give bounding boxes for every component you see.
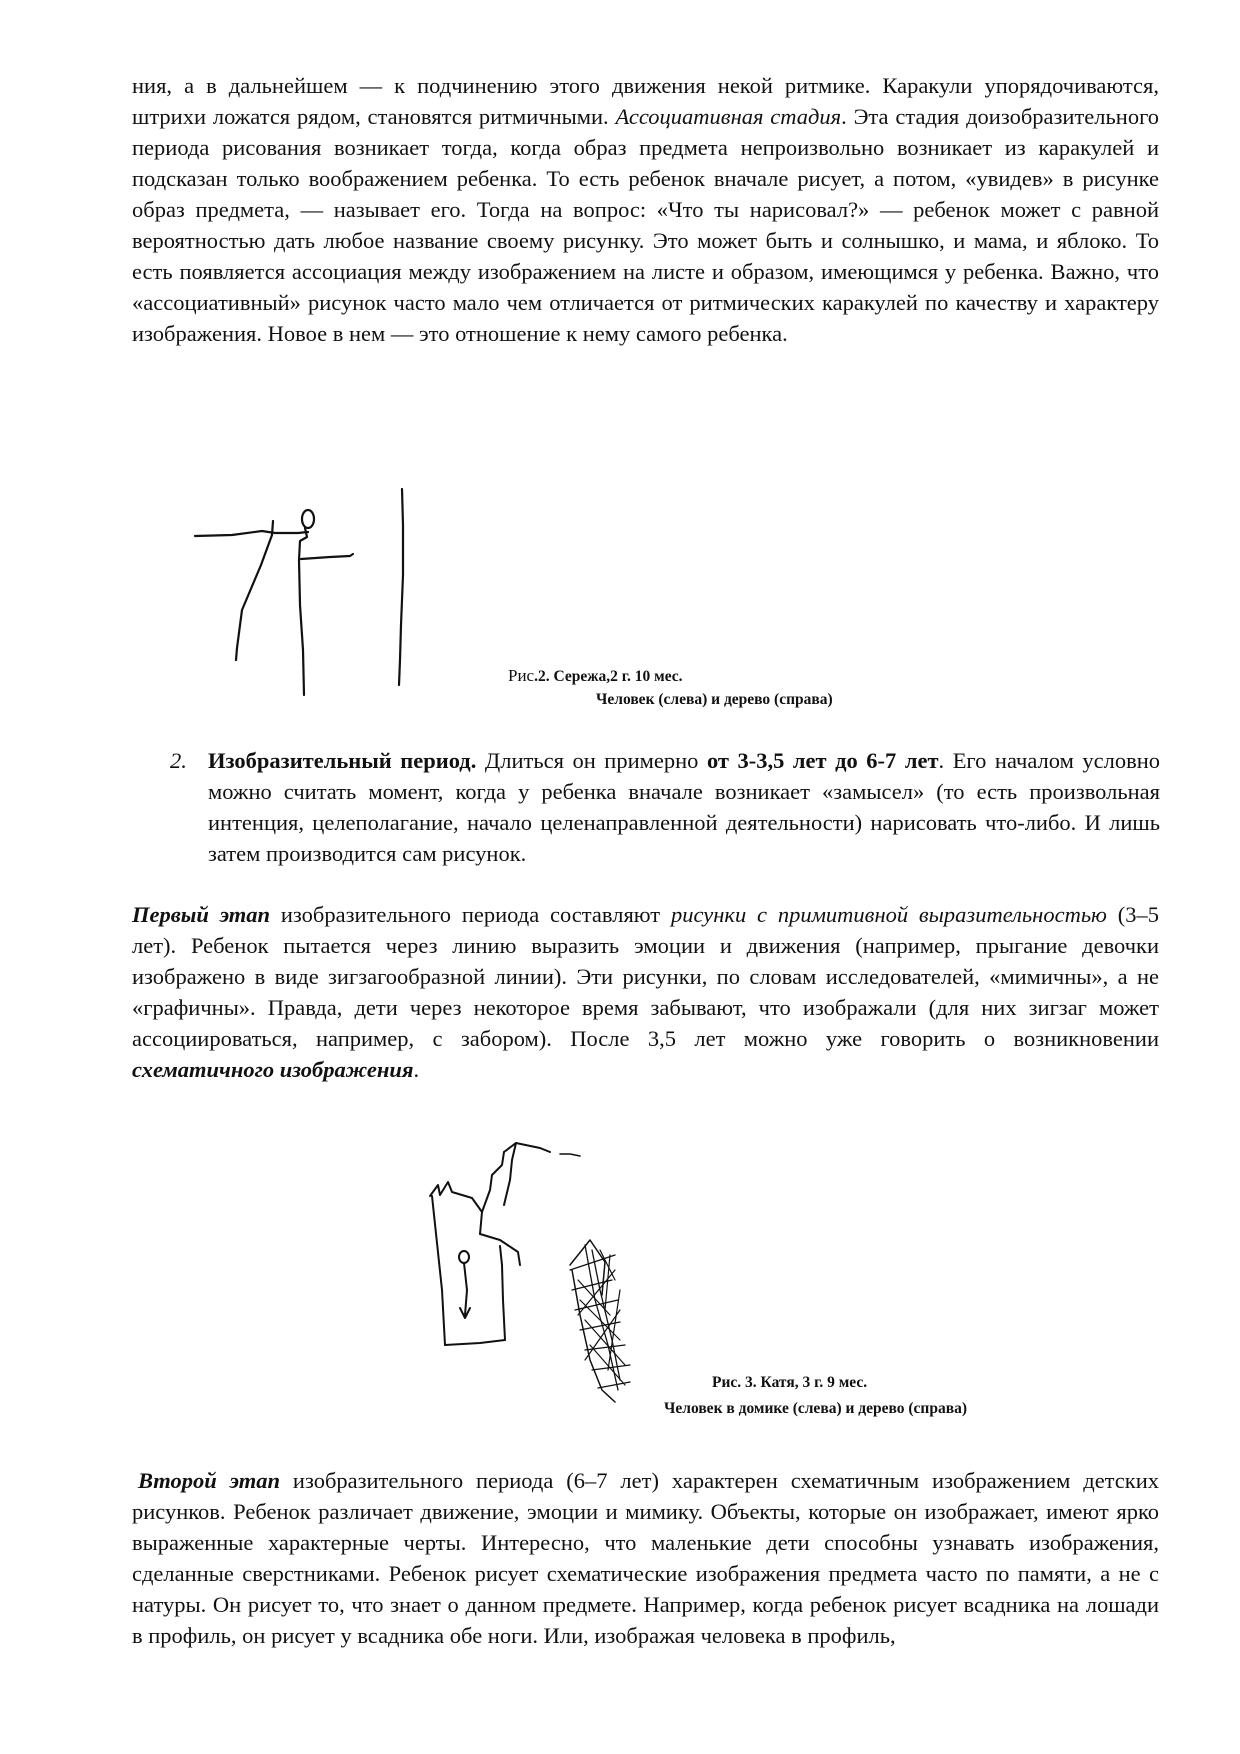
term-first-stage: Первый этап xyxy=(132,902,271,927)
term-second-stage: Второй этап xyxy=(138,1468,280,1493)
term-schematic-image: схематичного изображения xyxy=(132,1057,414,1082)
figure-3-caption-line-2: Человек в домике (слева) и дерево (справа) xyxy=(664,1400,968,1417)
term-associative-stage: Ассоциативная стадия xyxy=(615,104,842,129)
figure-2-caption-line-1: Рис.2. Сережа,2 г. 10 мес. xyxy=(508,666,683,685)
paragraph-text: . Эта стадия доизобразительного периода рисования возникает тогда, когда образ предмета непроизвольно возникает из каракулей и подсказан только воображением ребенка. То есть ребенок вначале рисует, а потом, «увидев» в рисунке образ предмета, — называет его. Тогда на вопрос: «Что ты нарисовал?» — ребенок может с равной вероятностью дать любое название своему рисунку. Это может быть и солнышко, и мама, и яблоко. То есть появляется ассоциация между изображением на листе и образом, имеющимся у ребенка. Важно, что «ассоциативный» рисунок часто мало чем отличается от ритмических каракулей по качеству и характеру изображения. Новое в нем — это отношение к нему самого ребенка. xyxy=(132,104,1159,346)
paragraph-associative-stage xyxy=(132,70,1159,349)
figure-3-drawing xyxy=(420,1140,660,1405)
figure-3-caption-line-1: Рис. 3. Катя, 3 г. 9 мес. xyxy=(712,1374,868,1391)
paragraph-text: ния, а в дальнейшем — к подчинению этого движения некой ритмике. Каракули упорядочиваются, штрихи ложатся рядом, становятся ритмичными. xyxy=(132,73,1159,129)
figure-2-caption-line-2: Человек (слева) и дерево (справа) xyxy=(596,691,833,708)
paragraph-second-stage: Второй этап изобразительного периода (6–7 лет) характерен схематичным изображением детских рисунков. Ребенок различает движение, эмоции и мимику. Объекты, которые он изображает, имеют ярко выраженные характерные черты. Интересно, что маленькие дети способны узнавать изображения, сделанные сверстниками. Ребенок рисует схематические изображения предмета часто по памяти, а не с натуры. Он рисует то, что знает о данном предмете. Например, когда ребенок рисует всадника на лошади в профиль, он рисует у всадника обе ноги. Или, изображая человека в профиль, xyxy=(132,1468,1159,1648)
list-number: 2. xyxy=(170,748,187,773)
list-item-title: Изобразительный период. xyxy=(208,748,477,773)
term-primitive-expressiveness: рисунки с примитивной выразительностью xyxy=(670,902,1107,927)
figure-2-drawing xyxy=(180,485,440,700)
list-item-depictive-period xyxy=(170,745,1160,869)
paragraph-first-stage: Первый этап изобразительного периода составляют рисунки с примитивной выразительностью (3–5 лет). Ребенок пытается через линию выразить эмоции и движения (например, прыгание девочки изображено в виде зигзагообразной линии). Эти рисунки, по словам исследователей, «мимичны», а не «графичны». Правда, дети через некоторое время забывают, что изображали (для них зигзаг может ассоциироваться, например, с забором). После 3,5 лет можно уже говорить о возникновении схематичного изображения. xyxy=(132,902,1159,1082)
list-item-body: Изобразительный период. Длиться он примерно от 3-3,5 лет до 6-7 лет. Его началом условно можно считать момент, когда у ребенка вначале возникает «замысел» (то есть произвольная интенция, целеполагание, начало целенаправленной деятельности) нарисовать что-либо. И лишь затем производится сам рисунок. xyxy=(208,748,1160,866)
age-range: от 3-3,5 лет до 6-7 лет xyxy=(706,748,939,773)
